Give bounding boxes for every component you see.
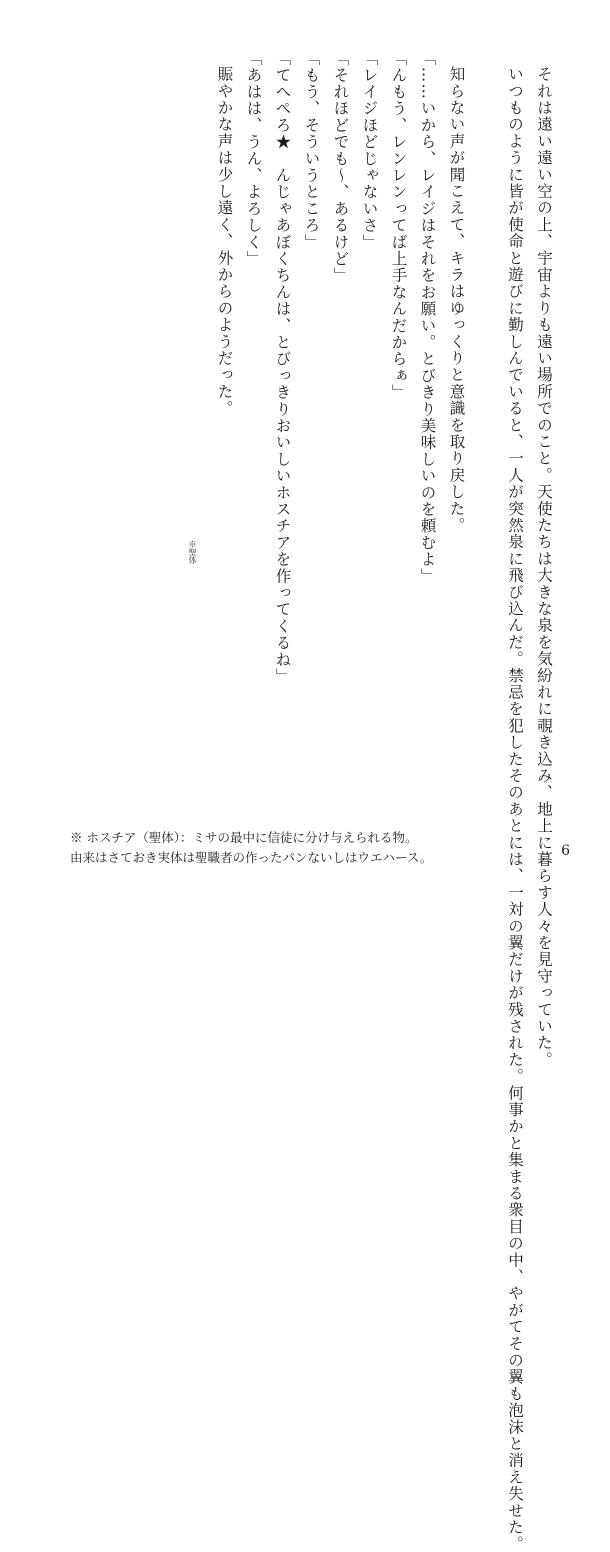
paragraph-heaven-spring: それは遠い遠い空の上、宇宙よりも遠い場所でのこと。天使たちは大きな泉を気紛れに覗き込み、地上に暮らす人々を見守っていた。: [535, 65, 553, 1068]
paragraph-unknown-voice: 知らない声が聞こえて、キラはゆっくりと意識を取り戻した。: [447, 65, 466, 534]
paragraph-lively-voices: 賑やかな声は少し遠く、外からのようだった。: [215, 65, 234, 417]
dialogue-line: 「それほどでも〜、あるけど」: [331, 50, 350, 284]
footnote-line: 由来はさておき実体は聖職者の作ったパンないしはウエハース。: [70, 850, 433, 865]
footnote: [70, 828, 432, 868]
dialogue-line: 「もう、そういうところ」: [302, 50, 321, 251]
dialogue-line: 「んもう、レンレンってば上手なんだからぁ」: [389, 50, 408, 401]
ruby-annotation: ※聖体: [188, 540, 197, 564]
dialogue-line: 「……いから、レイジはそれをお願い。とびきり美味しいのを頼むよ」: [418, 50, 437, 585]
page-number: 6: [561, 843, 570, 859]
dialogue-line: 「あはは、うん、よろしく」: [244, 50, 263, 268]
paragraph-forbidden-dive: いつものように皆が使命と遊びに勤しんでいると、一人が突然泉に飛び込んだ。禁忌を犯したそのあとには、一対の翼だけが残された。何事かと集まる衆目の中、やがてその翼も泡沫と消え失せた。: [506, 65, 524, 1552]
dialogue-line: 「レイジほどじゃないさ」: [360, 50, 379, 251]
dialogue-line: 「てへぺろ★ んじゃあぼくちんは、とびっきりおいしいホスチアを作ってくるね」: [273, 50, 292, 685]
footnote-line: ※ ホスチア（聖体）：ミサの最中に信徒に分け与えられる物。: [70, 830, 418, 845]
